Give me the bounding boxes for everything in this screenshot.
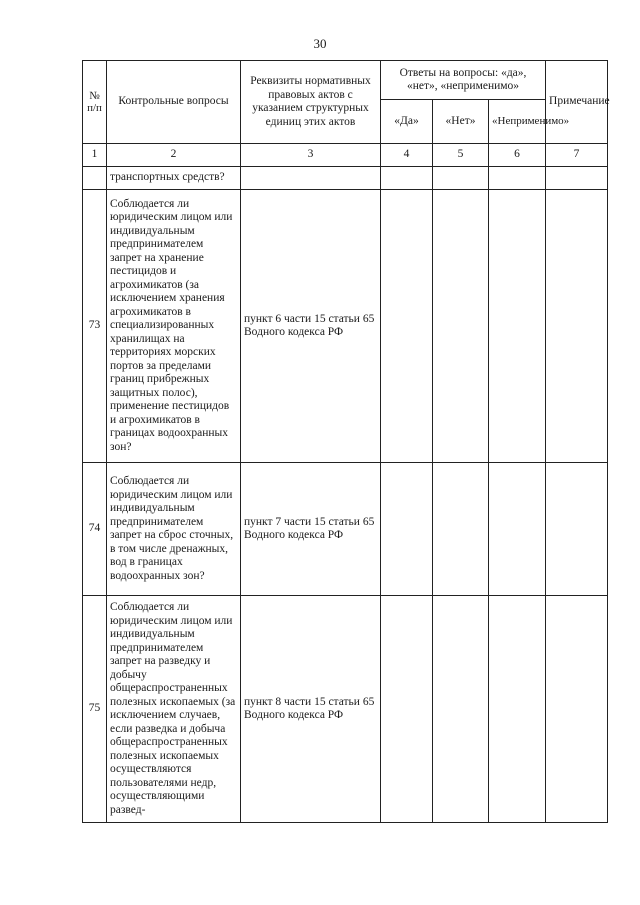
answer-no-cell xyxy=(433,190,489,463)
row-question: Соблюдается ли юридическим лицом или индивидуальным предпринимателем запрет на разведку и добычу общераспространенных полезных ископаемых (за исключением случаев, если разведка и добыча общераспространенных полезных ископаемых осуществляются пользователями недр, осуществляющими развед- xyxy=(107,596,241,823)
row-number: 75 xyxy=(83,596,107,823)
table-row xyxy=(83,463,608,596)
row-question: Соблюдается ли юридическим лицом или индивидуальным предпринимателем запрет на сброс сточных, в том числе дренажных, вод в границах водоохранных зон? xyxy=(107,463,241,596)
column-number: 5 xyxy=(433,144,489,167)
column-number: 6 xyxy=(489,144,546,167)
row-number: 73 xyxy=(83,190,107,463)
answer-yes-cell xyxy=(381,190,433,463)
column-numbers-row xyxy=(83,144,608,167)
answer-yes-cell xyxy=(381,596,433,823)
note-cell xyxy=(546,190,608,463)
column-number: 1 xyxy=(83,144,107,167)
header-questions: Контрольные вопросы xyxy=(107,61,241,144)
answer-yes-cell xyxy=(381,463,433,596)
header-answers: Ответы на вопросы: «да», «нет», «неприменимо» xyxy=(381,61,546,100)
column-number: 3 xyxy=(241,144,381,167)
row-number: 74 xyxy=(83,463,107,596)
header-na: «Неприменимо» xyxy=(489,100,546,144)
checklist-table xyxy=(82,60,608,823)
header-yes: «Да» xyxy=(381,100,433,144)
page-number: 30 xyxy=(313,36,327,51)
column-number: 7 xyxy=(546,144,608,167)
answer-no-cell xyxy=(433,463,489,596)
continuation-text: транспортных средств? xyxy=(107,167,241,190)
answer-na-cell xyxy=(489,596,546,823)
column-number: 4 xyxy=(381,144,433,167)
table-row xyxy=(83,190,608,463)
answer-na-cell xyxy=(489,463,546,596)
answer-no-cell xyxy=(433,596,489,823)
header-note: Примечание xyxy=(546,61,608,144)
continuation-row xyxy=(83,167,608,190)
row-question: Соблюдается ли юридическим лицом или индивидуальным предпринимателем запрет на хранение пестицидов и агрохимикатов (за исключением хранения агрохимикатов в специализированных хранилищах на территориях морских портов за пределами границ прибрежных защитных полос), применение пестицидов и агрохимикатов в границах водоохранных зон? xyxy=(107,190,241,463)
row-requisites: пункт 6 части 15 статьи 65 Водного кодекса РФ xyxy=(241,190,381,463)
header-num: № п/п xyxy=(83,61,107,144)
header-row xyxy=(83,61,608,100)
header-requisites: Реквизиты нормативных правовых актов с указанием структурных единиц этих актов xyxy=(241,61,381,144)
answer-na-cell xyxy=(489,190,546,463)
row-requisites: пункт 7 части 15 статьи 65 Водного кодекса РФ xyxy=(241,463,381,596)
column-number: 2 xyxy=(107,144,241,167)
note-cell xyxy=(546,596,608,823)
table-row xyxy=(83,596,608,823)
header-no: «Нет» xyxy=(433,100,489,144)
note-cell xyxy=(546,463,608,596)
row-requisites: пункт 8 части 15 статьи 65 Водного кодекса РФ xyxy=(241,596,381,823)
